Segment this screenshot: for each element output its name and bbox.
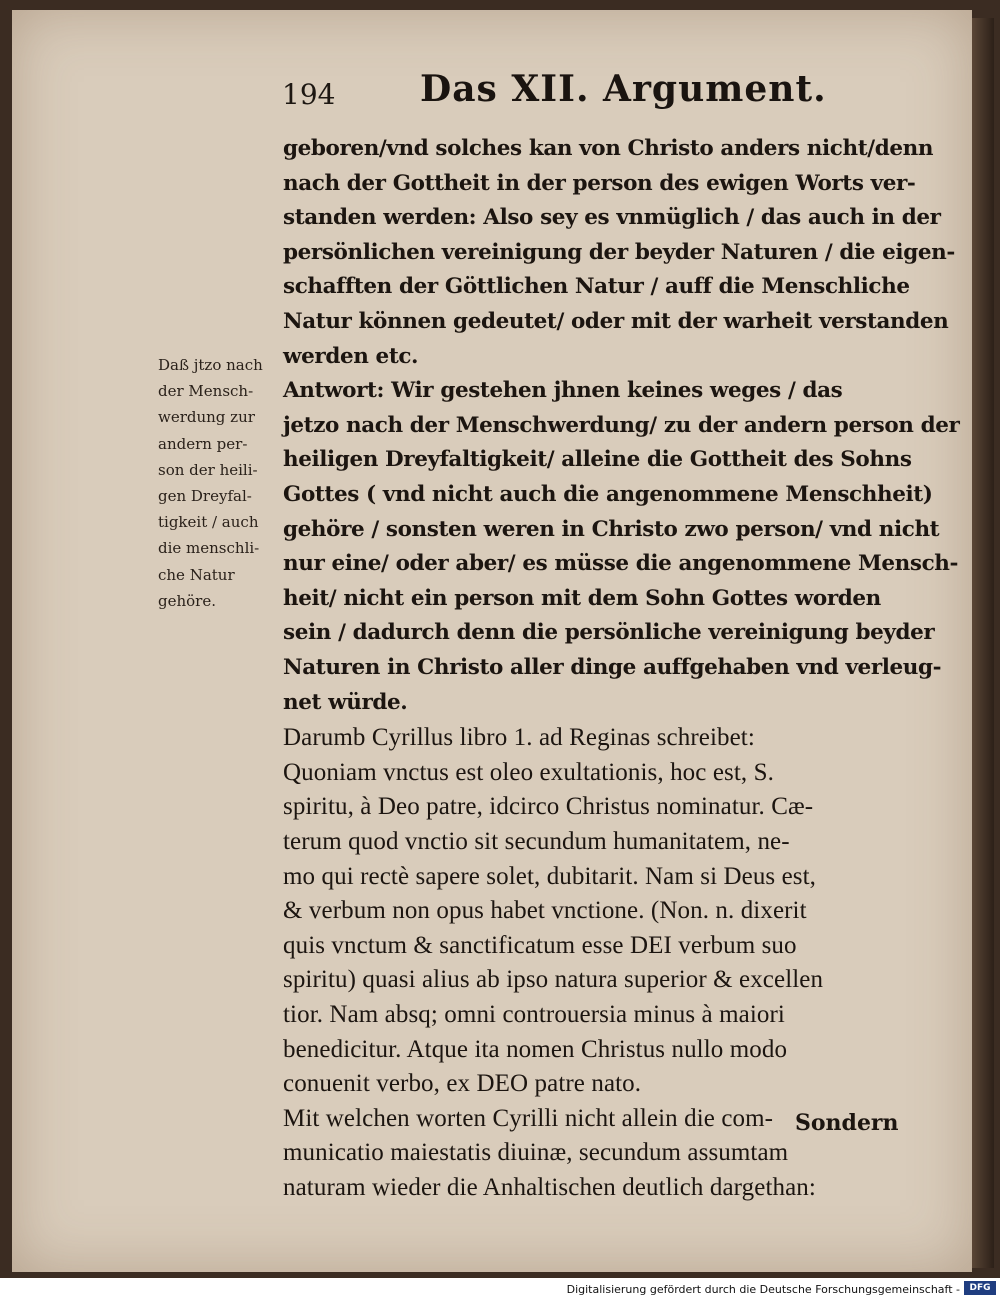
body-line: Gottes ( vnd nicht auch die angenommene Menschheit) xyxy=(283,482,933,507)
body-line: nach der Gottheit in der person des ewigen Worts ver- xyxy=(283,170,916,196)
margin-note-line: che Natur xyxy=(158,565,235,584)
margin-note-line: tigkeit / auch xyxy=(158,513,259,532)
body-line: & verbum non opus habet vnctione. (Non. n. dixerit xyxy=(283,897,807,925)
body-line: gehöre / sonsten weren in Christo zwo person/ vnd nicht xyxy=(283,516,940,542)
margin-note-line: son der heili- xyxy=(158,460,258,479)
body-line: benedicitur. Atque ita nomen Christus nullo modo xyxy=(283,1035,788,1063)
margin-note-line: gen Dreyfal- xyxy=(158,487,252,506)
body-line: Natur können gedeutet/ oder mit der warheit verstanden xyxy=(283,309,949,334)
footer-credit: Digitalisierung gefördert durch die Deutsche Forschungsgemeinschaft - xyxy=(566,1283,960,1296)
margin-note-line: die menschli- xyxy=(158,539,260,558)
body-line: persönlichen vereinigung der beyder Naturen / die eigen- xyxy=(283,239,955,265)
margin-note-line: gehöre. xyxy=(158,591,216,610)
body-line: quis vnctum & sanctificatum esse DEI verbum suo xyxy=(283,931,797,959)
body-line: Naturen in Christo aller dinge auffgehaben vnd verleug- xyxy=(283,655,942,680)
body-line: spiritu, à Deo patre, idcirco Christus nominatur. Cæ- xyxy=(283,793,814,821)
body-line: heiligen Dreyfaltigkeit/ alleine die Gottheit des Sohns xyxy=(283,447,912,473)
dfg-logo: DFG xyxy=(964,1281,996,1295)
margin-note-line: der Mensch- xyxy=(158,382,254,401)
running-head: Das XII. Argument. xyxy=(420,68,827,110)
margin-note-line: werdung zur xyxy=(158,408,255,427)
margin-note xyxy=(158,352,283,614)
body-line: Mit welchen worten Cyrilli nicht allein die com- xyxy=(283,1104,774,1132)
catchword: Sondern xyxy=(795,1110,899,1136)
body-line: conuenit verbo, ex DEO patre nato. xyxy=(283,1070,642,1098)
body-line: Quoniam vnctus est oleo exultationis, hoc est, S. xyxy=(283,758,774,786)
body-line: standen werden: Also sey es vnmüglich / das auch in der xyxy=(283,205,941,231)
body-line: municatio maiestatis diuinæ, secundum assumtam xyxy=(283,1139,789,1167)
body-line: schafften der Göttlichen Natur / auff die Menschliche xyxy=(283,274,910,300)
body-line: Antwort: Wir gestehen jhnen keines weges / das xyxy=(283,378,843,404)
body-line: net würde. xyxy=(283,689,408,715)
page-number: 194 xyxy=(282,78,336,111)
body-line: jetzo nach der Menschwerdung/ zu der andern person der xyxy=(283,412,960,438)
page-edge xyxy=(972,18,994,1268)
body-line: sein / dadurch denn die persönliche vereinigung beyder xyxy=(283,620,935,646)
body-line: Darumb Cyrillus libro 1. ad Reginas schreibet: xyxy=(283,724,755,752)
body-line: heit/ nicht ein person mit dem Sohn Gottes worden xyxy=(283,585,881,611)
margin-note-line: andern per- xyxy=(158,434,248,453)
body-line: nur eine/ oder aber/ es müsse die angenommene Mensch- xyxy=(283,551,959,577)
body-line: werden etc. xyxy=(283,343,419,369)
body-line: spiritu) quasi alius ab ipso natura superior & excellen xyxy=(283,966,824,994)
body-line: geboren/vnd solches kan von Christo anders nicht/denn xyxy=(283,136,934,161)
margin-note-line: Daß jtzo nach xyxy=(158,356,263,374)
body-line: terum quod vnctio sit secundum humanitatem, ne- xyxy=(283,828,790,855)
body-line: naturam wieder die Anhaltischen deutlich dargethan: xyxy=(283,1174,816,1201)
body-line: tior. Nam absq; omni controuersia minus à maiori xyxy=(283,1001,785,1028)
body-line: mo qui rectè sapere solet, dubitarit. Nam si Deus est, xyxy=(283,862,817,890)
